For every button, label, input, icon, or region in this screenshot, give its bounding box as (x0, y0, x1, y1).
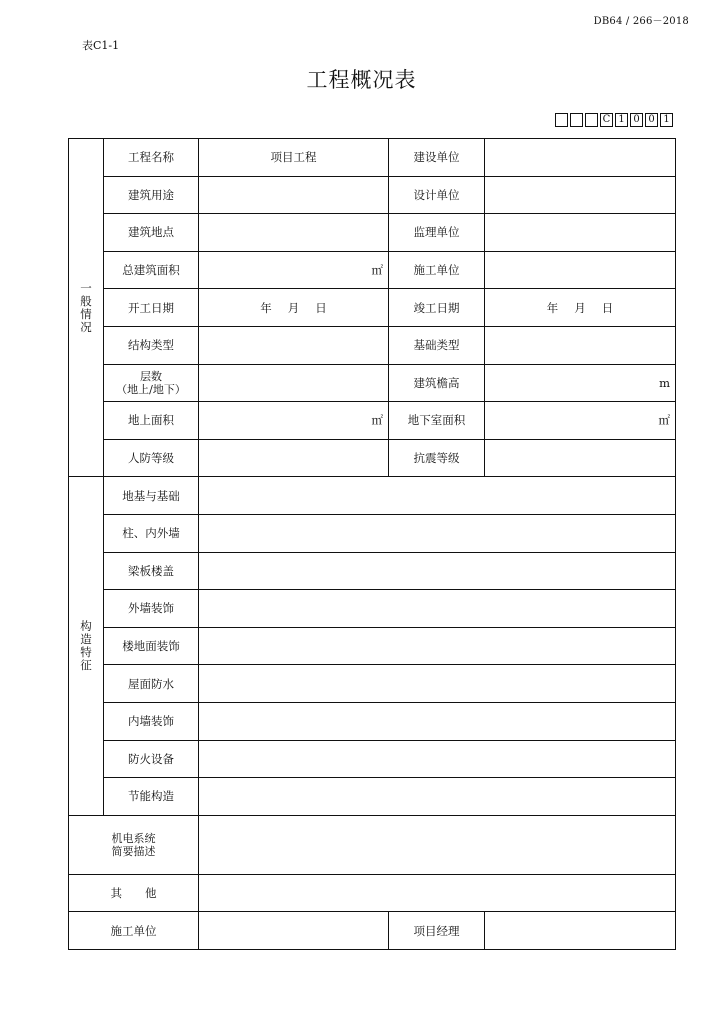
table-row (69, 477, 676, 515)
table-row (69, 326, 676, 364)
table-row (69, 874, 676, 912)
table-row (69, 665, 676, 703)
area-unit: ㎡ (371, 263, 383, 278)
eave-height-value[interactable] (485, 364, 676, 402)
finish-date-label: 竣工日期 (389, 289, 485, 327)
construction-item-label: 内墙装饰 (104, 702, 199, 740)
table-row (69, 912, 676, 950)
code-box: 1 (615, 113, 628, 127)
table-row (69, 289, 676, 327)
construction-item-value[interactable] (199, 514, 676, 552)
table-row (69, 139, 676, 177)
floors-value[interactable] (199, 364, 389, 402)
footer-contractor-label: 施工单位 (69, 912, 199, 950)
area-unit: ㎡ (658, 413, 670, 428)
code-box: C (600, 113, 613, 127)
project-name-value[interactable]: 项目工程 (199, 139, 389, 177)
month-mark: 月 (574, 300, 586, 315)
owner-value[interactable] (485, 139, 676, 177)
page-title: 工程概况表 (306, 68, 417, 92)
location-value[interactable] (199, 214, 389, 252)
mep-label-line2: 简要描述 (111, 844, 156, 858)
floors-label-line2: （地上/地下） (116, 382, 186, 396)
above-area-value[interactable] (199, 402, 389, 440)
mep-value[interactable] (199, 815, 676, 874)
form-number: 表C1-1 (82, 39, 120, 52)
code-box[interactable] (570, 113, 583, 127)
project-manager-value[interactable] (485, 912, 676, 950)
mep-label-line1: 机电系统 (111, 831, 156, 845)
civil-defense-label: 人防等级 (104, 439, 199, 477)
construction-item-label: 地基与基础 (104, 477, 199, 515)
construction-item-label: 楼地面装饰 (104, 627, 199, 665)
table-row (69, 627, 676, 665)
section-general-label: 一般情况 (69, 139, 104, 477)
month-mark: 月 (287, 300, 300, 315)
code-box[interactable] (555, 113, 568, 127)
construction-item-value[interactable] (199, 665, 676, 703)
construction-item-value[interactable] (199, 740, 676, 778)
contractor-label: 施工单位 (389, 251, 485, 289)
table-row (69, 778, 676, 816)
designer-label: 设计单位 (389, 176, 485, 214)
code-box: 0 (630, 113, 643, 127)
code-boxes (555, 113, 673, 127)
year-mark: 年 (546, 300, 559, 315)
use-label: 建筑用途 (104, 176, 199, 214)
section-construction-label: 构造特征 (69, 477, 104, 815)
other-label: 其 他 (69, 874, 199, 912)
total-area-label: 总建筑面积 (104, 251, 199, 289)
use-value[interactable] (199, 176, 389, 214)
construction-item-value[interactable] (199, 702, 676, 740)
seismic-value[interactable] (485, 439, 676, 477)
location-label: 建筑地点 (104, 214, 199, 252)
construction-item-label: 柱、内外墙 (104, 514, 199, 552)
total-area-value[interactable] (199, 251, 389, 289)
supervisor-value[interactable] (485, 214, 676, 252)
construction-item-label: 屋面防水 (104, 665, 199, 703)
other-value[interactable] (199, 874, 676, 912)
start-date-value[interactable] (199, 289, 389, 327)
construction-item-value[interactable] (199, 552, 676, 590)
construction-item-label: 外墙装饰 (104, 590, 199, 628)
floors-label-line1: 层数 (140, 369, 162, 383)
height-unit: m (659, 375, 670, 390)
construction-item-value[interactable] (199, 590, 676, 628)
day-mark: 日 (315, 300, 327, 315)
civil-defense-value[interactable] (199, 439, 389, 477)
finish-date-value[interactable] (485, 289, 676, 327)
structure-type-value[interactable] (199, 326, 389, 364)
construction-item-value[interactable] (199, 778, 676, 816)
mep-label (69, 815, 199, 874)
table-row (69, 439, 676, 477)
structure-type-label: 结构类型 (104, 326, 199, 364)
basement-area-value[interactable] (485, 402, 676, 440)
floors-label (104, 364, 199, 402)
table-row (69, 251, 676, 289)
code-box[interactable] (585, 113, 598, 127)
table-row (69, 552, 676, 590)
table-row (69, 590, 676, 628)
area-unit: ㎡ (371, 413, 383, 428)
supervisor-label: 监理单位 (389, 214, 485, 252)
project-manager-label: 项目经理 (389, 912, 485, 950)
day-mark: 日 (601, 300, 614, 315)
construction-item-value[interactable] (199, 627, 676, 665)
footer-contractor-value[interactable] (199, 912, 389, 950)
foundation-type-value[interactable] (485, 326, 676, 364)
foundation-type-label: 基础类型 (389, 326, 485, 364)
start-date-label: 开工日期 (104, 289, 199, 327)
table-row (69, 364, 676, 402)
construction-item-value[interactable] (199, 477, 676, 515)
code-box: 0 (645, 113, 658, 127)
contractor-value[interactable] (485, 251, 676, 289)
table-row (69, 702, 676, 740)
construction-item-label: 节能构造 (104, 778, 199, 816)
designer-value[interactable] (485, 176, 676, 214)
table-row (69, 402, 676, 440)
table-row (69, 740, 676, 778)
code-box: 1 (660, 113, 673, 127)
owner-label: 建设单位 (389, 139, 485, 177)
year-mark: 年 (260, 300, 272, 315)
table-row (69, 815, 676, 874)
seismic-label: 抗震等级 (389, 439, 485, 477)
construction-item-label: 防火设备 (104, 740, 199, 778)
basement-area-label: 地下室面积 (389, 402, 485, 440)
standard-number: DB64 / 266－2018 (593, 16, 689, 27)
table-row (69, 214, 676, 252)
above-area-label: 地上面积 (104, 402, 199, 440)
project-overview-table (68, 138, 676, 950)
table-row (69, 176, 676, 214)
table-row (69, 514, 676, 552)
construction-item-label: 梁板楼盖 (104, 552, 199, 590)
eave-height-label: 建筑檐高 (389, 364, 485, 402)
project-name-label: 工程名称 (104, 139, 199, 177)
